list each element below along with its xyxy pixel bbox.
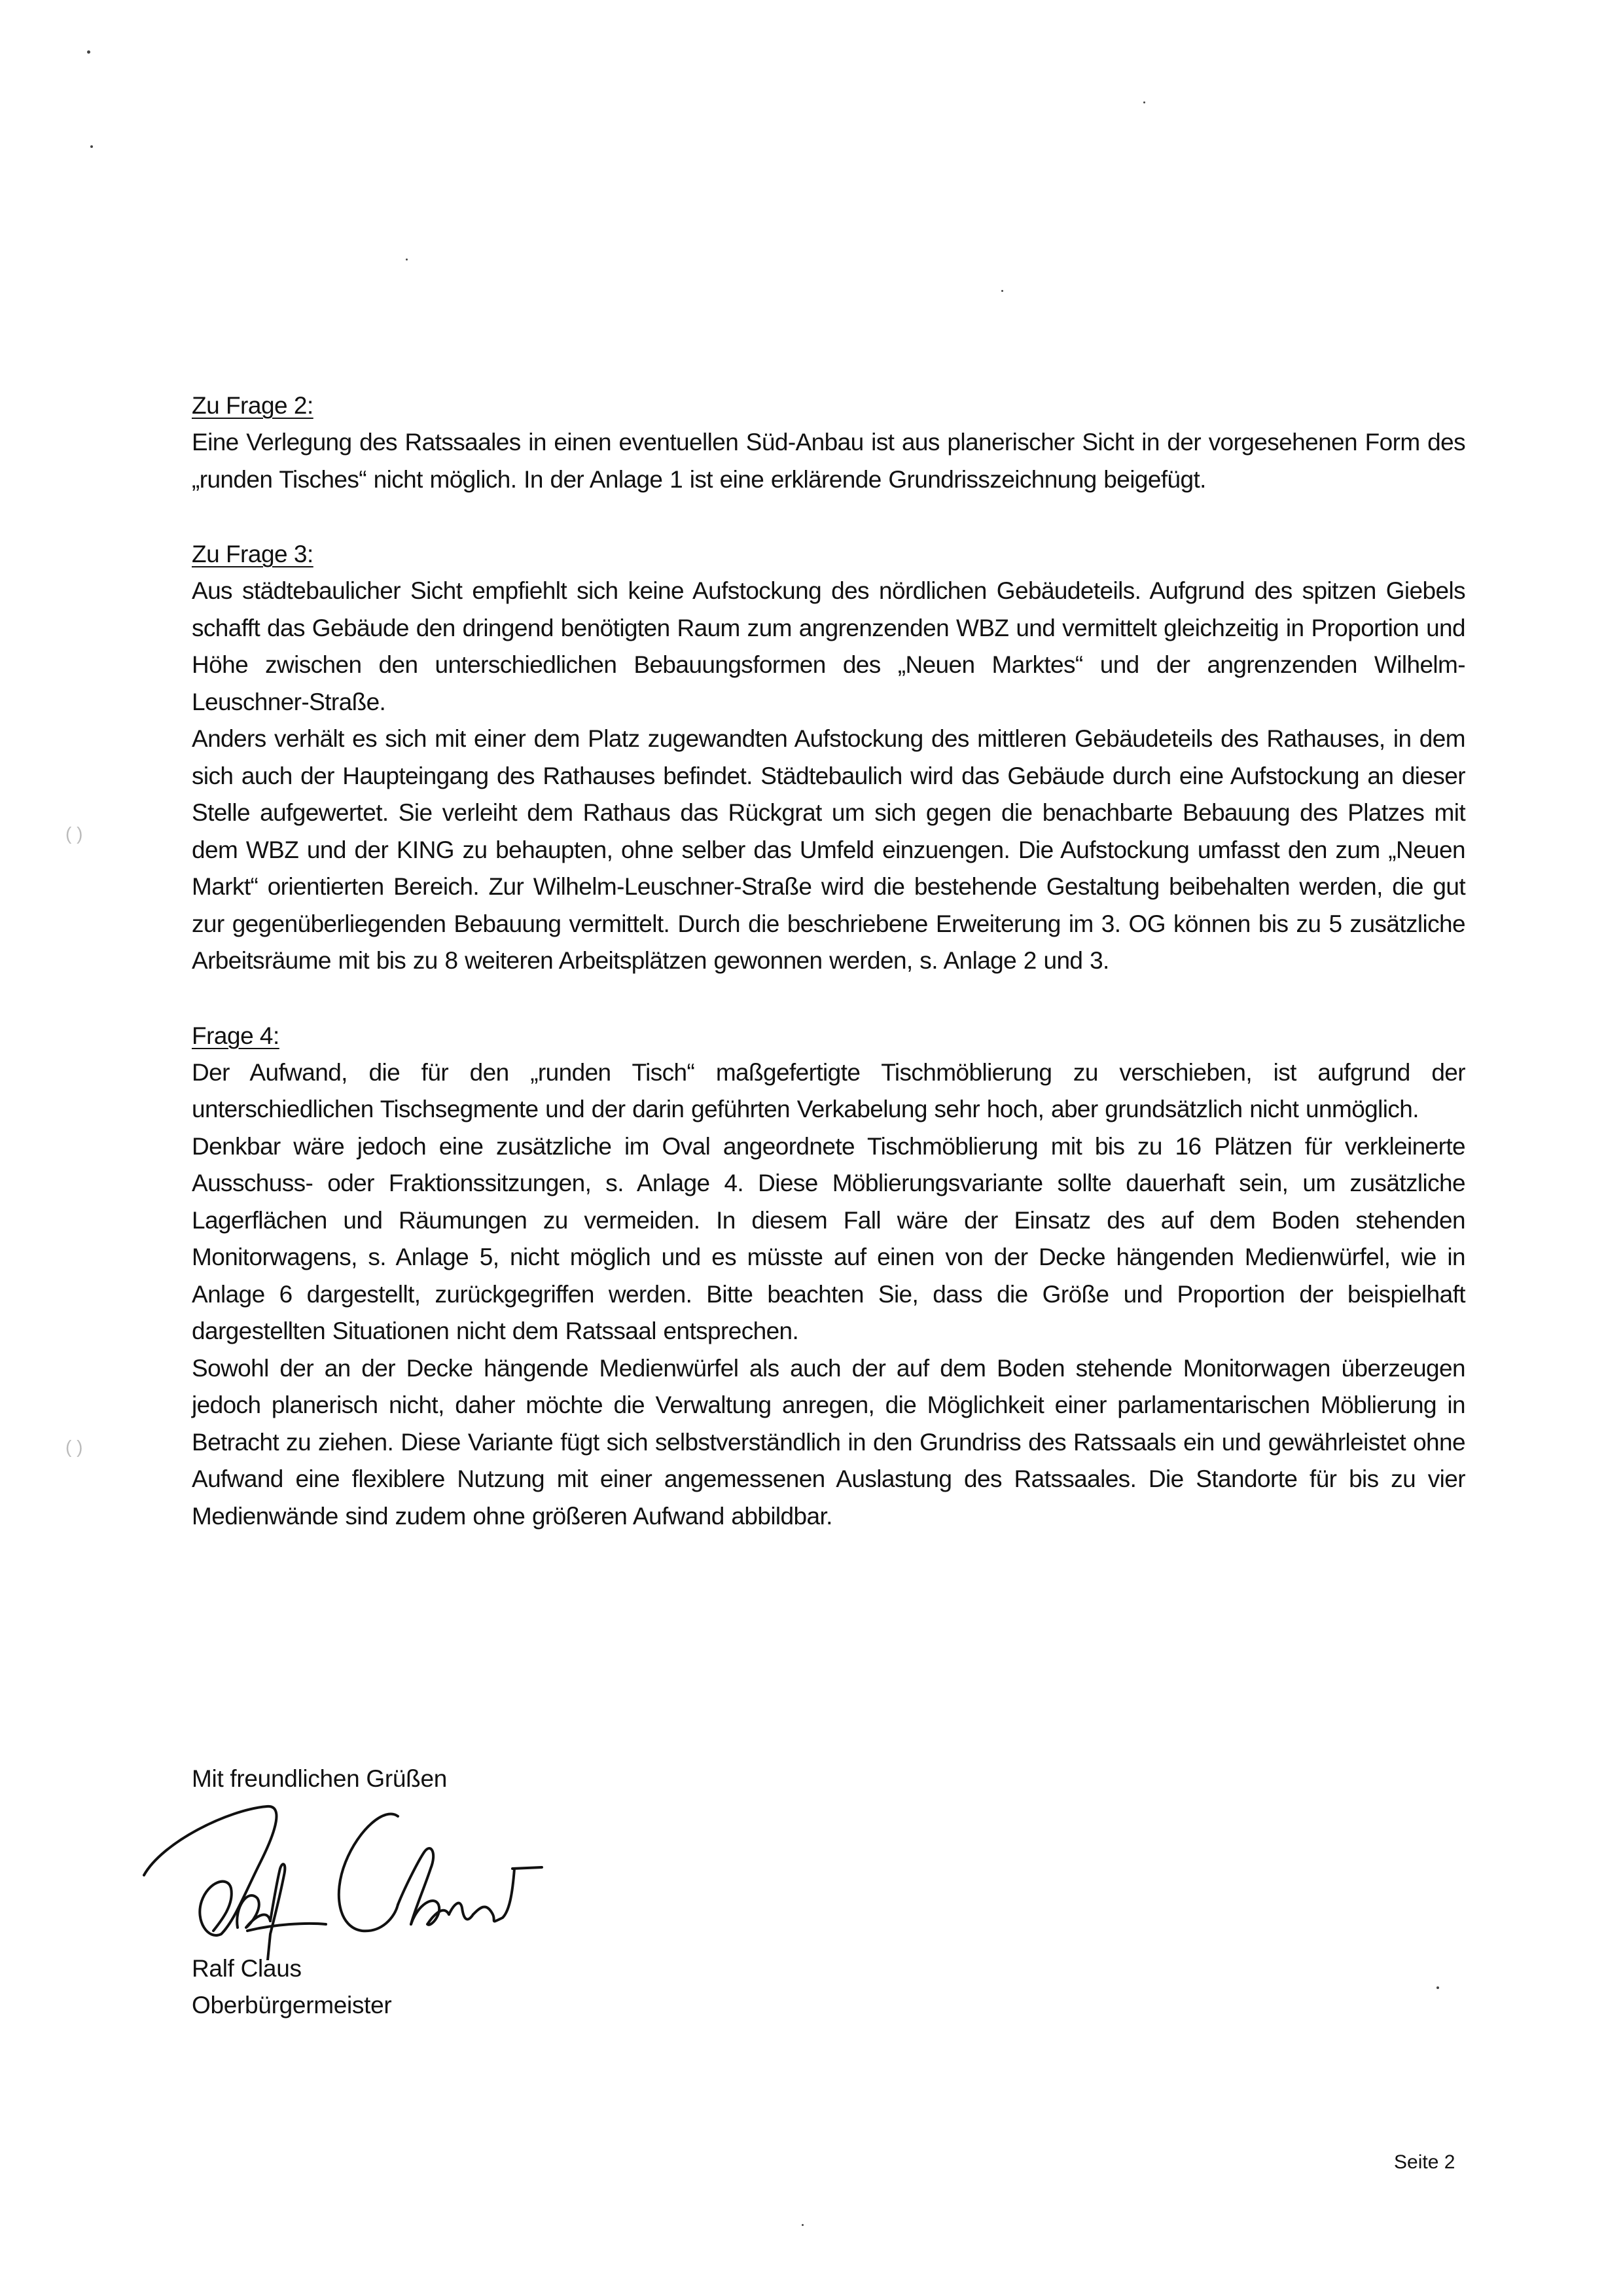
section-frage-2 xyxy=(192,387,1465,498)
section-frage-4 xyxy=(192,1018,1465,1535)
scan-margin-artifact: ( ) xyxy=(65,1437,83,1457)
section-heading: Zu Frage 3: xyxy=(192,541,313,567)
scan-speck xyxy=(90,145,93,148)
paragraph: Denkbar wäre jedoch eine zusätzliche im Oval angeordnete Tischmöblierung mit bis zu 16 Plätzen für verkleinerte Ausschuss- oder Fraktionssitzungen, s. Anlage 4. Diese Möblierungsvariante sollte dauerhaft sein, um zusätzliche Lagerflächen und Räumungen zu vermeiden. In diesem Fall wäre der Einsatz des auf dem Boden stehenden Monitorwagens, s. Anlage 5, nicht möglich und es müsste auf einen von der Decke hängenden Medienwürfel, wie in Anlage 6 dargestellt, zurückgegriffen werden. Bitte beachten Sie, dass die Größe und Proportion der beispielhaft dargestellten Situationen nicht dem Ratssaal entsprechen. xyxy=(192,1132,1465,1344)
signer-block xyxy=(192,1950,391,2024)
scan-speck xyxy=(87,50,90,54)
paragraph: Aus städtebaulicher Sicht empfiehlt sich keine Aufstockung des nördlichen Gebäudeteils. Aufgrund des spitzen Giebels schafft das Gebäude den dringend benötigten Raum zum angrenzenden WBZ und vermittelt gleichzeitig in Proportion und Höhe zwischen den unterschiedlichen Bebauungsformen des „Neuen Marktes“ und der angrenzenden Wilhelm-Leuschner-Straße. xyxy=(192,577,1465,715)
signer-title: Oberbürgermeister xyxy=(192,1992,392,2018)
page-number: Seite 2 xyxy=(1394,2151,1455,2173)
scan-speck xyxy=(406,259,408,260)
signer-name: Ralf Claus xyxy=(192,1955,302,1982)
paragraph: Sowohl der an der Decke hängende Medienwürfel als auch der auf dem Boden stehende Monitorwagen überzeugen jedoch planerisch nicht, daher möchte die Verwaltung anregen, die Möglichkeit einer parlamentarischen Möblierung in Betracht zu ziehen. Diese Variante fügt sich selbstverständlich in den Grundriss des Ratssaals ein und gewährleistet ohne Aufwand eine flexiblere Nutzung mit einer angemessenen Auslastung des Ratssaales. Die Standorte für bis zu vier Medienwände sind zudem ohne größeren Aufwand abbildbar. xyxy=(192,1354,1465,1530)
paragraph: Der Aufwand, die für den „runden Tisch“ maßgefertigte Tischmöblierung zu verschieben, ist aufgrund der unterschiedlichen Tischsegmente und der darin geführten Verkabelung sehr hoch, aber grundsätzlich nicht unmöglich. xyxy=(192,1058,1465,1122)
section-heading: Zu Frage 2: xyxy=(192,392,313,419)
letter-body xyxy=(192,387,1465,1573)
scan-margin-artifact: ( ) xyxy=(65,823,83,844)
paragraph: Eine Verlegung des Ratssaales in einen eventuellen Süd-Anbau ist aus planerischer Sicht in der vorgesehenen Form des „runden Tisches“ nicht möglich. In der Anlage 1 ist eine erklärende Grundrisszeichnung beigefügt. xyxy=(192,429,1465,493)
paragraph: Anders verhält es sich mit einer dem Platz zugewandten Aufstockung des mittleren Gebäudeteils des Rathauses, in dem sich auch der Haupteingang des Rathauses befindet. Städtebaulich wird das Gebäude durch eine Aufstockung an dieser Stelle aufgewertet. Sie verleiht dem Rathaus das Rückgrat um sich gegen die benachbarte Bebauung des Platzes mit dem WBZ und der KING zu behaupten, ohne selber das Umfeld einzuengen. Die Aufstockung umfasst den zum „Neuen Markt“ orientierten Bereich. Zur Wilhelm-Leuschner-Straße wird die bestehende Gestaltung beibehalten werden, die gut zur gegenüberliegenden Bebauung vermittelt. Durch die beschriebene Erweiterung im 3. OG können bis zu 5 zusätzliche Arbeitsräume mit bis zu 8 weiteren Arbeitsplätzen gewonnen werden, s. Anlage 2 und 3. xyxy=(192,725,1465,974)
scan-speck xyxy=(1143,101,1145,103)
scan-speck xyxy=(1001,290,1003,292)
section-heading: Frage 4: xyxy=(192,1022,279,1049)
scan-speck xyxy=(802,2224,804,2226)
closing-salutation: Mit freundlichen Grüßen xyxy=(192,1765,448,1792)
scan-speck xyxy=(1436,1986,1439,1989)
section-frage-3 xyxy=(192,536,1465,980)
signature-icon xyxy=(136,1790,620,1960)
